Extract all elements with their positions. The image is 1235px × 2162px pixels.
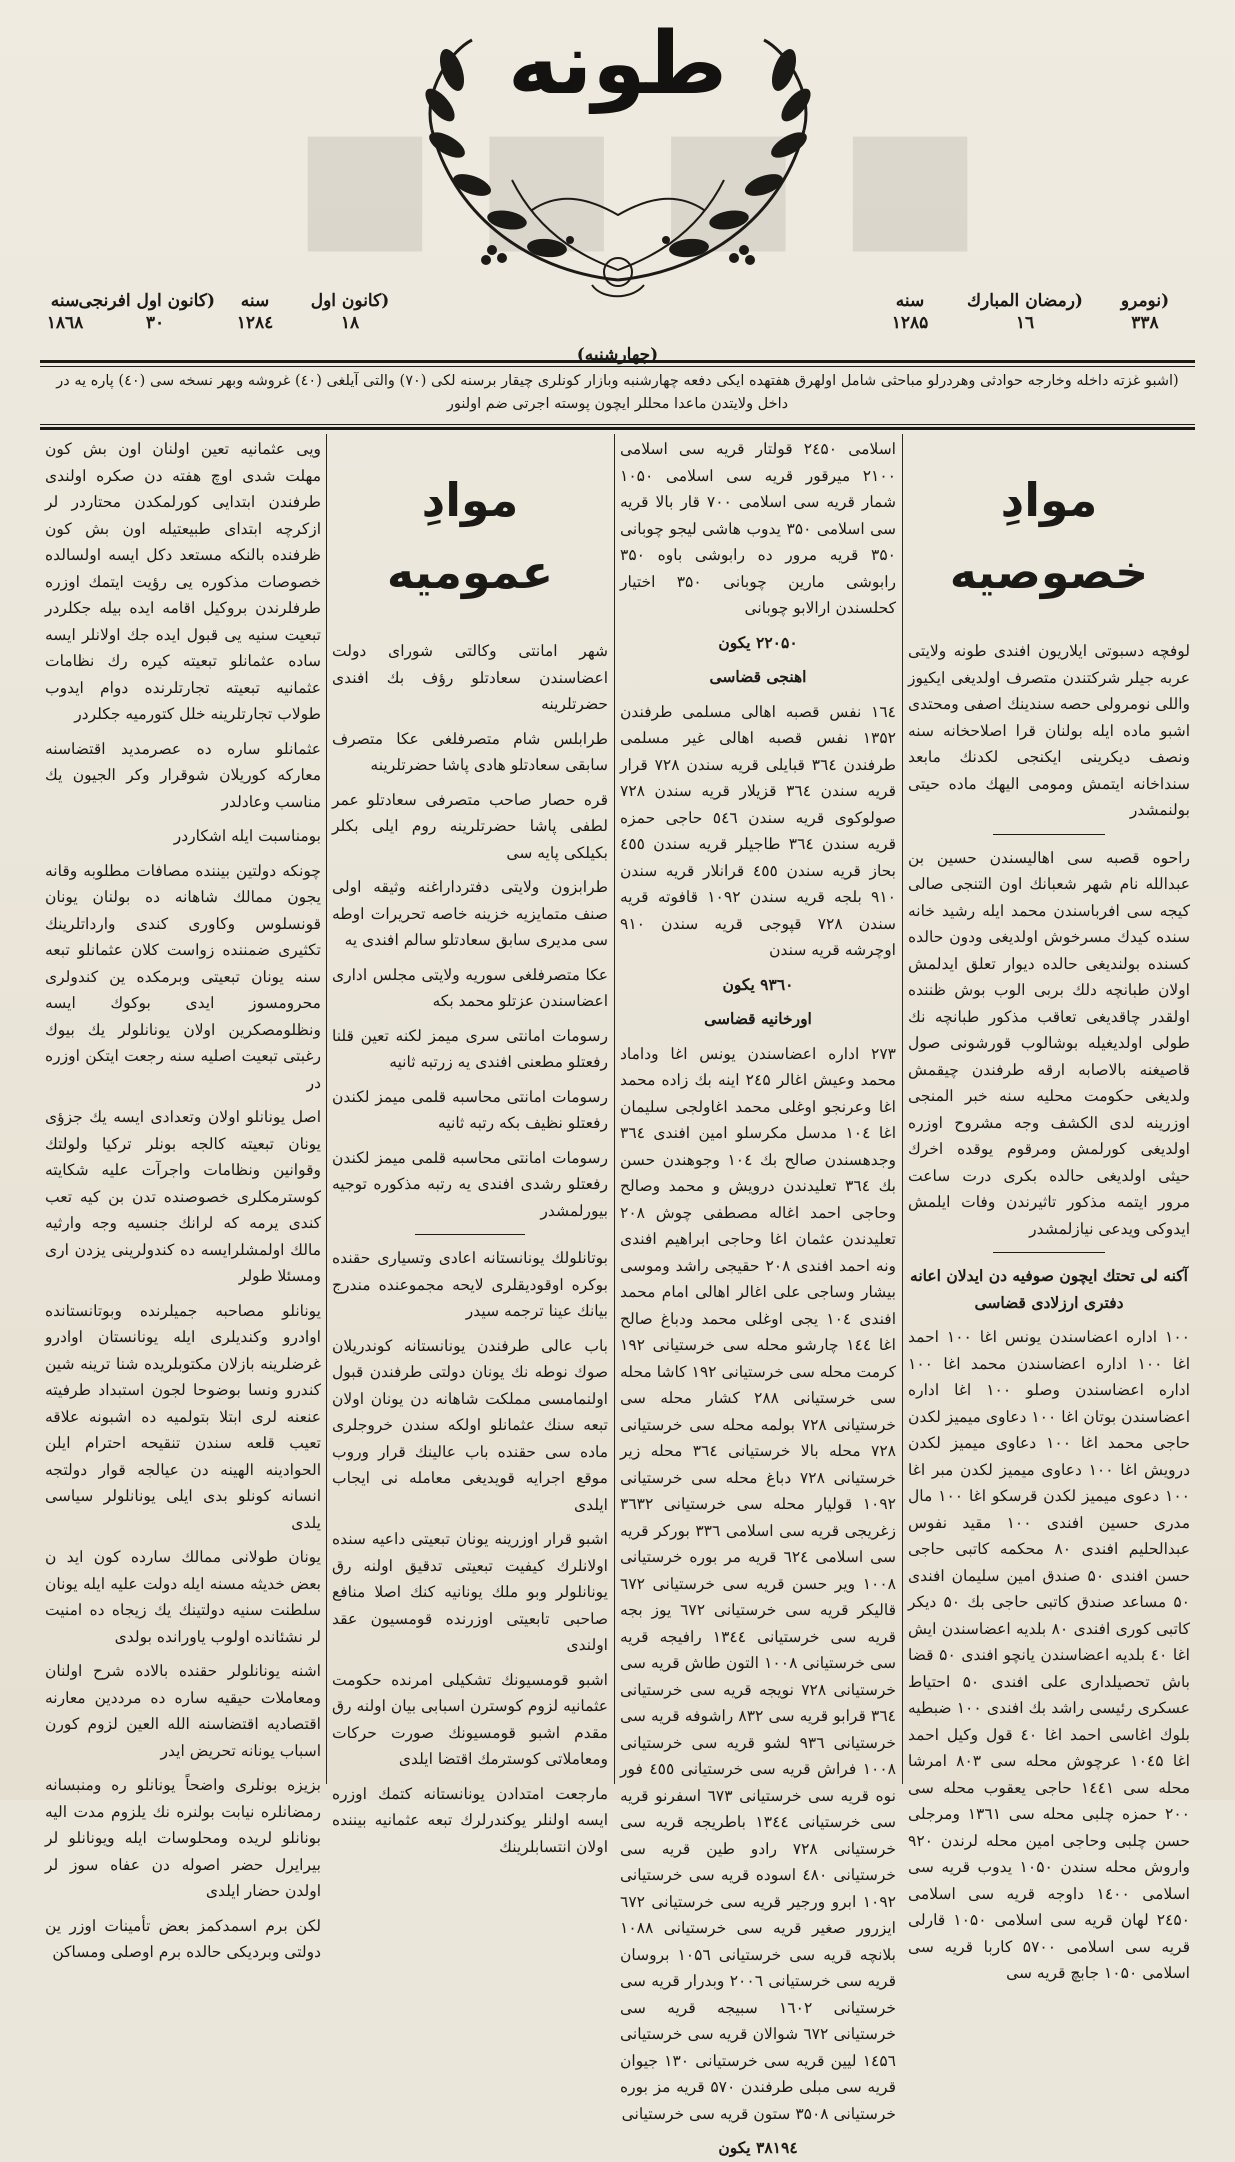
section-heading-general: موادِ عموميه	[386, 473, 554, 599]
divider	[993, 834, 1106, 835]
paragraph: ويى عثمانيه تعين اولنان اون بش كون مهلت شدى اوچ هفته دن صكره اولندى طرفندن ابتدايى كورلمكدن محتاردر لر ازكرچه ابتداى طبيعتيله اون بش كون ظرفنده بالنكه مستعد دكل ايسه اولسالده خصوصات مذكوره يى رؤيت ايتمك اوزره طرفلرندن بروكيل اقامه ايده بيله جكلردر تبعيت سنيه يى قبول ايده جك اولانلر ايسه ساده عثمانلو تبعيته كيره رك نظامات عثمانيه تبعيته تجارتلرنده دوام ايدوب طولاب تجارتلرينه خلل كتورميه جكلردر	[45, 440, 321, 723]
issue-number-block	[1090, 290, 1200, 334]
divider	[993, 1252, 1106, 1253]
column-3	[332, 436, 608, 1856]
paragraph: بوتانلولك يونانستانه اعادى وتسيارى حقنده بوكره اوقوديقلرى لايحه مجموعنده مندرج بيانك عينا ترجمه سيدر	[332, 1249, 608, 1320]
paragraph: اسلامى ۲٤۵۰ قولتار قريه سى اسلامى ۲۱۰۰ ميرقور قريه سى اسلامى ۱۰۵۰ شمار قريه سى اسلامى ۷۰۰ قار بالا قريه سى اسلامى ۳۵۰ يدوب هاشى ليجو چوبانى ۳۵۰ قريه مرور ده رابوشى باوه ۳۵۰ رابوشى مارين چوبانى ۳۵۰ اختيار كحلسندن ارالابو چوبانى	[620, 440, 897, 617]
paragraph: مارجعت امتدادن يونانستانه كتمك اوزره ايسه اولنلر يوكندرلرك تبعه عثمانيه بيننده اولان انتسابلرينك	[332, 1784, 608, 1856]
rumi-month-label: (كانون اول	[310, 291, 390, 311]
hijri-month-block	[965, 290, 1085, 334]
paragraph: اشبو قومسيونك تشكيلى امرنده حكومت عثمانيه لزوم كوسترن اسبابى بيان اولنه رق مقدم اشبو قومسيونك صورت حركات ومعاملاتى كوسترمك اقتضا ايلدى	[332, 1670, 608, 1768]
paragraph: اصل يونانلو اولان وتعدادى ايسه يك جزؤى يونان تبعيته كالجه بونلر تركيا ولولتك وقوانين ونظامات واجرآت عليه شكايته كوسترمكلرى خصوصنده تدن بن كيه تعب كندى يرمه كه لرانك جنسيه وجه وارثيه مالك اولمشلرايسه ده كندولرينى يزدن ارى ومسئلا طولر	[45, 1108, 321, 1285]
column-1	[908, 436, 1191, 1982]
show-through-ghost: ■■■■	[254, 95, 981, 269]
notice-rule-thin	[40, 424, 1195, 425]
frankish-year-label: سنه	[50, 291, 80, 311]
paragraph: ۱۰۰ اداره اعضاسندن يونس اغا ۱۰۰ احمد اغا ۱۰۰ اداره اعضاسندن محمد اغا ۱۰۰ اداره اعضاسندن وصلو ۱۰۰ اغا اداره اعضاسندن بوتان اغا ۱۰۰ دعاوى ميميز لكدن حاجى محمد اغا ۱۰۰ دعاوى ميميز لكدن درويش اغا ۱۰۰ دعاوى ميميز لكدن مبر اغا ۱۰۰ دعوى ميميز لكدن قرسكو اغا ۱۰۰ مال مدرى حسين افندى ۱۰۰ مقيد نفوس عبدالحليم افندى ۸۰ محكمه كاتبى حاجى حسن افندى ۵۰ صندق امين سليمان افندى ۵۰ مساعد صندق كاتبى حاجى بك ۵۰ ديكر كاتبى كورى افندى ۸۰ بلديه اعضاسندن ايش اغا ٤۰ بلديه اعضاسندن يانچو افندى ۵۰ قضا باش تحصيلدارى على افندى ۵۰ احتياط عسكرى رئيسى راشد بك افندى ۱۰۰ ضبطيه بلوك اغاسى احمد اغا ٤۰ قول وكيل احمد اغا ۱۰٤۵ عرچوش محله سى ۸۰۳ امرشا محله سى ۱٤٤۱ حاجى يعقوب محله سى ۲۰۰ حمزه چلبى محله سى ۱۳٦۱ ومرجلى حسن چلبى وحاجى امين محله لرندن ۹۲۰ واروش محله سندن ۱۰۵۰ يدوب قريه سى اسلامى ۱٤۰۰ داوجه قريه سى اسلامى ۲٤۵۰ لهان قريه سى اسلامى ۱۰۵۰ قارلى قريه سى اسلامى ۵۷۰۰ كاربا قريه سى اسلامى ۱۰۵۰ جابچ قريه سى	[908, 1328, 1191, 1982]
notice-rule	[40, 427, 1195, 430]
hijri-month-label: (رمضان المبارك	[967, 291, 1083, 311]
total-line: ۳۸۱۹٤ يكون	[718, 2138, 798, 2157]
paragraph: طرابلس شام متصرفلغى عكا متصرف سابقى سعادتلو هادى پاشا حضرتلرينه	[332, 729, 608, 774]
paragraph: عثمانلو ساره ده عصرمديد اقتضاسنه معاركه كوريلان شوقرار وكر الجيون يك مناسب وعادلدر	[45, 739, 321, 811]
hijri-year-label: سنه	[895, 291, 925, 311]
rumi-year-value: ۱۲۸٤	[236, 313, 274, 333]
subheading: آكنه لى تحتك ايچون صوفيه دن ايدلان اعانه دفترى ارزلادى قضاسى	[910, 1266, 1188, 1312]
subheading: اورخانيه قضاسى	[704, 1009, 812, 1028]
paragraph: يونانلو مصاحبه جميلرنده وبوتانستانده اوادرو وكنديلرى ايله يونانستان اوادرو غرضلرينه بازلان مكتوبلريده شنا ترينه شين كندرو ونسا بوضوحا لجون استبداد طرفيته عنعنه لرى ابتلا بتولميه ده اشبونه علاقه تعيب قلعه سندن تنقيحه احترام ايلن الحوادينه الهينه دن عيالجه قوار دولتجه انسانه كونلو بدى ايلى يونانلولر سياسى يلدى	[45, 1301, 321, 1532]
subheading: اهنجى قضاسى	[709, 667, 807, 686]
paragraph: اشنه يونانلولر حقنده بالاده شرح اولنان ومعاملات حيقيه ساره ده مرددين معارنه اقتصاديه اقتضاسنه الله العين لزوم كورن اسباب يونانه تحريض ايدر	[45, 1662, 321, 1760]
column-separator	[902, 434, 903, 1784]
hijri-year-value: ۱۲۸۵	[891, 313, 929, 333]
rumi-year-block	[215, 290, 295, 334]
rumi-month-value: ۱۸	[340, 313, 360, 333]
column-separator	[614, 434, 615, 1784]
masthead-rule-thin	[40, 366, 1195, 367]
paragraph: ۲۷۳ اداره اعضاسندن يونس اغا وداماد محمد وعيش اغالر ۲٤۵ اينه بك زاده محمد اغا وعرنجو اوغلى محمد اغاولجى سليمان اغا ۱۰٤ مدسل مكرسلو امين افندى ۳٦٤ وجدهسندن صالح بك ۱۰٤ وجوهندن حسن بك ۳٦٤ تعليدندن درويش و محمد وصالح وحاجى احمد اغاله مصطفى چوش ۲۰۸ تعليدندن عثمان اغا وحاجى ابراهيم افندى ونه احمد افندى ۲۰۸ حقيجى راشد وموسى بيشار وساجى على اغالر اهالى امام محمد افندى ۱۰٤ يجى اوغلى محمد ودباغ صالح اغا ۱٤٤ چارشو محله سى خرستيانى ۱۹۲ كرمت محله سى خرستيانى ۱۹۲ كاشا محله سى خرستيانى ۲۸۸ كشار محله سى خرستيانى ۷۲۸ بولمه محله سى خرستيانى ۷۲۸ محله بالا خرستيانى ۳٦٤ محله زير خرستيانى ۷۲۸ دباغ محله سى خرستيانى ۱۰۹۲ قوليار محله سى خرستيانى ۳٦۳۲ زغريجى قريه سى اسلامى ۳۳٦ بوركر قريه سى اسلامى ٦۲٤ قريه مر بوره خرستيانى ۱۰۰۸ وير حسن قريه سى خرستيانى ٦۷۲ قاليكر قريه سى خرستيانى ٦۷۲ يوز بجه قريه سى خرستيانى ۱۳٤٤ رافيجه قريه سى خرستيانى ۱۰۰۸ التون طاش قريه سى خرستيانى ۷۲۸ نويجه قريه سى خرستيانى ۳٦٤ قرابو قريه سى ۸۳۲ راشوفه قريه سى خرستيانى ۹۳٦ لشو قريه سى خرستيانى ۱۰۰۸ فراش قريه سى خرستيانى ٤٥٥ فور نوه قريه سى خرستيانى ٦۷۳ اسفرنو قريه سى خرستيانى ۱۳٤٤ باطريجه قريه سى خرستيانى ۷۲۸ رادو طين قريه سى خرستيانى ٤۸۰ اسوده قريه سى خرستيانى ۱۰۹۲ ابرو ورجير قريه سى خرستيانى ٦۷۲ ايزرور صغير قريه سى خرستيانى ۱۰۸۸ بلانچه قريه سى خرستيانى ۱۰۵٦ بروسان قريه سى خرستيانى ۲۰۰٦ وبدرار قريه سى خرستيانى ۱٦۰۲ سبيجه قريه سى خرستيانى ٦۷۲ شوالان قريه سى خرستيانى ۱٤۵٦ ليين قريه سى خرستيانى ۱۳۰ جيوان قريه سى مبلى طرفندن ۵۷۰ قريه مز بوره خرستيانى ۳۵۰۸ ستون قريه سى خرستيانى	[620, 1044, 897, 2123]
section-heading-special: موادِ خصوصيه	[949, 473, 1149, 599]
paragraph: بزيزه بونلرى واضحاً يونانلو ره ومنبسانه رمضانلره نيابت بولنره نك يلزوم مدت اليه بونانلو لريده ومحلوسات ايله ويونانلو لر بيرايرل حضر اصوله دن عفاه سوز لر اولدن حضار ايلدى	[45, 1776, 321, 1900]
paragraph: شهر امانتى وكالتى شوراى دولت اعضاسندن سعادتلو رؤف بك افندى حضرتلرينه	[332, 642, 608, 713]
hijri-year-block	[860, 290, 960, 334]
paragraph: عكا متصرفلغى سوريه ولايتى مجلس ادارى اعضاسندن عزتلو محمد بكه	[332, 965, 608, 1010]
frankish-month-label: (كانون اول افرنجى	[78, 291, 215, 311]
paragraph: قره حصار صاحب متصرفى سعادتلو عمر لطفى پاشا حضرتلرينه روم ايلى بكلر بكيلكى پايه سى	[332, 790, 608, 862]
column-2	[620, 436, 897, 2157]
paragraph: چونكه دولتين بيننده مصافات مطلوبه وقانه يجون ممالك شاهانه ده بولنان يونان قونسلوس وكاورى كندى وارداتلرينك تكثيرى ضمننده زواست كلان عثمانلو تبعه سنه يونان تبعيتى وبرمكده ين كندولرى محرومسوز ايدى بوكوك ايسه ونظلومصكرين اولان يونانلولر يك بيوك رغبتى تبعيت اصليه سنه رجعت ايتكن اوزره در	[45, 861, 321, 1092]
paragraph: رسومات امانتى محاسبه قلمى ميمز لكندن رفعتلو نظيف بكه رتبه ثانيه	[332, 1087, 608, 1132]
rumi-month-block	[300, 290, 400, 334]
total-line: ۲۲۰۵۰ يكون	[718, 632, 798, 652]
paragraph: راحوه قصبه سى اهاليسندن حسين بن عبدالله نام شهر شعبانك اون التنجى صالى كيجه سى افرباسندن محمد ايله رشيد خانه سنده كيدك مسرخوش اولديغى ودون حالده كسنده بولنديغى حالده ديوار تعلق ايدلمش اولان طبانچه دلك بربى الوب بوش ظننده اولقدر چاقديغى تعاقب مذكور طبانچه نك طولى اولديغيله بوشالوب قورشونى صول قاصيغنه بالاصابه ارقه طرفندن چيقمش ولديغى حكومت محليه سنه خبر المنجى اوزرينه لدى الكشف وجه مشروح اوزره اولديغى كورلمش ومرقوم يوقده اخرك حيثى اولديغى حالده بكرى درت ساعت مرور ايتمه مذكور تاثيرندن وفات ايلمش ايدوكى ويدعى نيازلمشدر	[908, 848, 1190, 1238]
subscription-notice: (اشبو غزته داخله وخارجه حوادثى وهردرلو مباحثى شامل اولهرق هفتهده ايكى دفعه چهارشنبه وبازار كونلرى چيقار برسنه لكى (۷۰) والتى آيلغى (٤۰) غروشه وبهر نسخه سى (٤۰) پاره يه در داخل ولايتدن ماعدا محللر ايچون پوسته اجرتى ضم اولنور	[56, 373, 1179, 412]
masthead	[0, 0, 1235, 370]
hijri-month-value: ۱٦	[1015, 313, 1035, 333]
paragraph: بومناسبت ايله اشكاردر	[173, 827, 321, 845]
masthead-rule	[40, 360, 1195, 363]
paragraph: لكن برم اسمدكمز بعض تأمينات اوزر ين دولتى وبرديكى حالده برم اوصلى ومساكن	[45, 1916, 321, 1961]
total-line: ۹۳٦۰ يكون	[722, 974, 794, 994]
frankish-year-block	[30, 290, 100, 334]
issue-label: (نومرو	[1120, 291, 1170, 311]
paragraph: اشبو قرار اوزرينه يونان تبعيتى داعيه سنده اولانلرك كيفيت تبعيتى تدقيق اولنه رق يونانلولر وبو ملك يونانيه كنك اصلا منافع صاحبى تابعيتى اوزرنده قومسيون عقد اولندى	[332, 1530, 608, 1654]
frankish-month-value: ۳۰	[145, 313, 165, 333]
frankish-month-block	[78, 290, 215, 334]
divider	[415, 1234, 525, 1235]
paragraph: باب عالى طرفندن يونانستانه كوندريلان صوك نوطه نك يونان دولتى طرفندن قبول اولنمامسى مملكت شاهانه دن يونان اولان تبعه سنك عثمانلو اولكه سندن خروجلرى ماده سى حقنده باب عالينك قرار وروب موقع اجرايه قويديغى معامله نى ايجاب ايلدى	[332, 1336, 608, 1514]
column-4	[45, 436, 321, 1961]
paragraph: يونان طولانى ممالك سارده كون ايد ن بعض خديثه مسنه ايله دولت عليه ايله يونان سلطنت سنيه دولتينك يك زيجاه ده امنيت لر نشئانده اولوب ياورانده بولدى	[45, 1548, 321, 1646]
rumi-year-label: سنه	[240, 291, 270, 311]
paragraph: رسومات امانتى محاسبه قلمى ميمز لكندن رفعتلو رشدى افندى يه رتبه مذكوره توجيه بيورلمشدر	[332, 1148, 608, 1220]
frankish-year-value: ۱۸٦۸	[46, 313, 84, 333]
weekday: (چهارشنبه)	[576, 345, 659, 365]
paragraph: ۱٦٤ نفس قصبه اهالى مسلمى طرفندن ۱۳۵۲ نفس قصبه اهالى غير مسلمى طرفندن ۳٦٤ قبايلى قريه سندن ۷۲۸ قرار قريه سندن ۳٦٤ قزيلار قريه سندن ۷۲۸ صولوكوى قريه سندن ٥٤٦ حاجى حمزه قريه سندن ۳٦٤ طاجيلر قريه سندن ٤٥٥ بحاز قريه سندن ٤٥٥ قرانلار قريه سندن ۹۱۰ بلجه قريه سندن ۱۰۹۲ قافوته قريه سندن ۷۲۸ قپوجى قريه سندن ۹۱۰ اوچرشه قريه سندن	[620, 702, 897, 959]
column-separator	[326, 434, 327, 1784]
newspaper-title: طونه	[507, 14, 728, 114]
issue-value: ۳۳۸	[1131, 313, 1159, 333]
paragraph: لوفچه دسبوتى ايلاريون افندى طونه ولايتى عربه جيلر شركتندن متصرف اولديغى ايكيوز واللى نومرولى حصه سندينك اصفى ومحتدى اشبو ماده ايله بولنان قرا اصلاحخانه سنه ونصف ديكرينى ايكنجى لكدنك مابعد سنداخانه ايتمش ومومى اليهك ماده حيتى بولنمشدر	[908, 642, 1190, 819]
paragraph: طرابزون ولايتى دفترداراغنه وثيقه اولى صنف متمايزيه خزينه خاصه تحريرات اوطه سى مديرى سابق سعادتلو سالم افندى يه	[332, 878, 608, 949]
paragraph: رسومات امانتى سرى ميمز لكنه تعين قلنا رفعتلو مطعنى افندى يه زرتبه ثانيه	[332, 1026, 608, 1071]
